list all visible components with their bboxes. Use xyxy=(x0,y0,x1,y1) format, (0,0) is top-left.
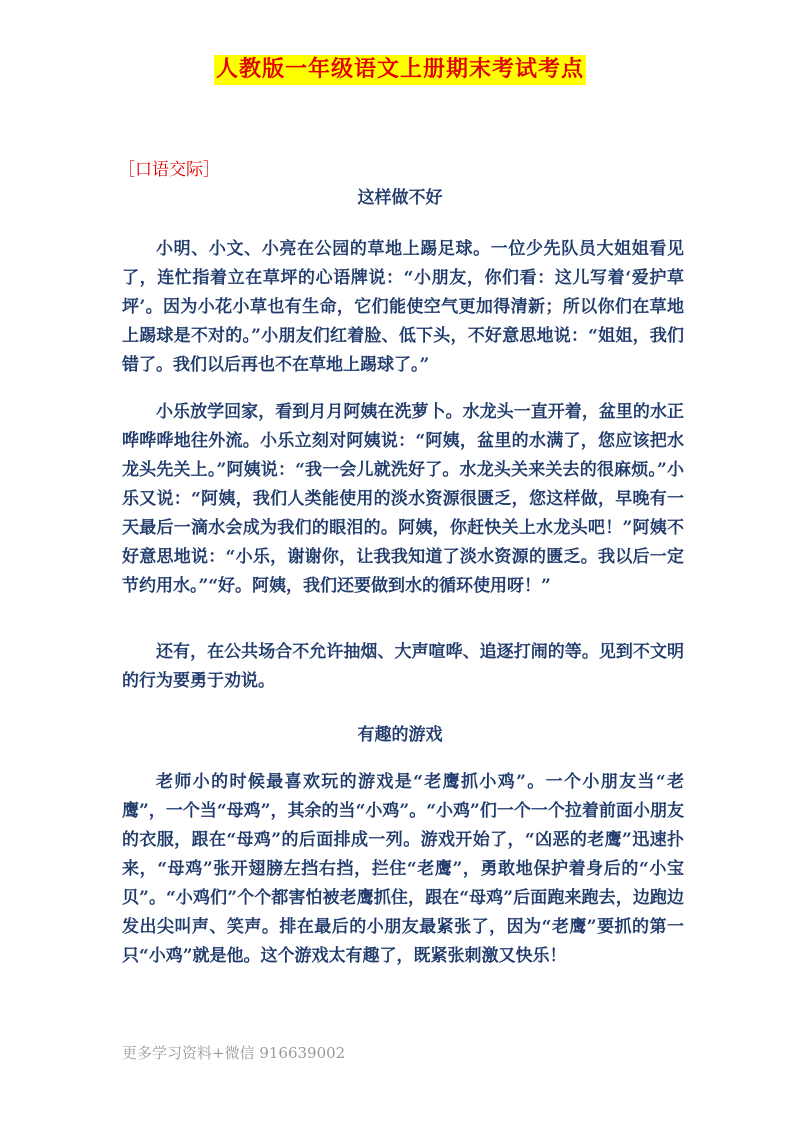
title-container xyxy=(0,55,800,85)
story1-paragraph-3: 还有，在公共场合不允许抽烟、大声喧哗、追逐打闹的等。见到不文明的行为要勇于劝说。 xyxy=(122,642,684,691)
story1-heading: 这样做不好 xyxy=(357,188,443,208)
document-title: 人教版一年级语文上册期末考试考点 xyxy=(214,55,586,85)
footer-watermark: 更多学习资料+微信 916639002 xyxy=(122,1044,346,1062)
story1-paragraph-1: 小明、小文、小亮在公园的草地上踢足球。一位少先队员大姐姐看见了，连忙指着立在草坪的心语牌说：“小朋友，你们看：这儿写着‘爱护草坪’。因为小花小草也有生命，它们能使空气更加得清新；所以你们在草地上踢球是不对的。”小朋友们红着脸、低下头，不好意思地说：“姐姐，我们错了。我们以后再也不在草地上踢球了。” xyxy=(122,239,684,375)
story2-paragraph: 老师小的时候最喜欢玩的游戏是“老鹰抓小鸡”。一个小朋友当“老鹰”，一个当“母鸡”，其余的当“小鸡”。“小鸡”们一个一个拉着前面小朋友的衣服，跟在“母鸡”的后面排成一列。游戏开始了，“凶恶的老鹰”迅速扑来，“母鸡”张开翅膀左挡右挡，拦住“老鹰”，勇敢地保护着身后的“小宝贝”。“小鸡们”个个都害怕被老鹰抓住，跟在“母鸡”后面跑来跑去，边跑边发出尖叫声、笑声。排在最后的小朋友最紧张了，因为“老鹰”要抓的第一只“小鸡”就是他。这个游戏太有趣了，既紧张刺激又快乐！ xyxy=(122,772,684,966)
story2-heading: 有趣的游戏 xyxy=(357,725,443,745)
section-label: ［口语交际］ xyxy=(118,160,220,180)
story1-paragraph-2: 小乐放学回家，看到月月阿姨在洗萝卜。水龙头一直开着，盆里的水正哗哗哗地往外流。小乐立刻对阿姨说：“阿姨，盆里的水满了，您应该把水龙头先关上。”阿姨说：“我一会儿就洗好了。水龙头关来关去的很麻烦。”小乐又说：“阿姨，我们人类能使用的淡水资源很匮乏，您这样做，早晚有一天最后一滴水会成为我们的眼泪的。阿姨，你赶快关上水龙头吧！”阿姨不好意思地说：“小乐，谢谢你，让我我知道了淡水资源的匮乏。我以后一定节约用水。”“好。阿姨，我们还要做到水的循环使用呀！” xyxy=(122,402,684,596)
